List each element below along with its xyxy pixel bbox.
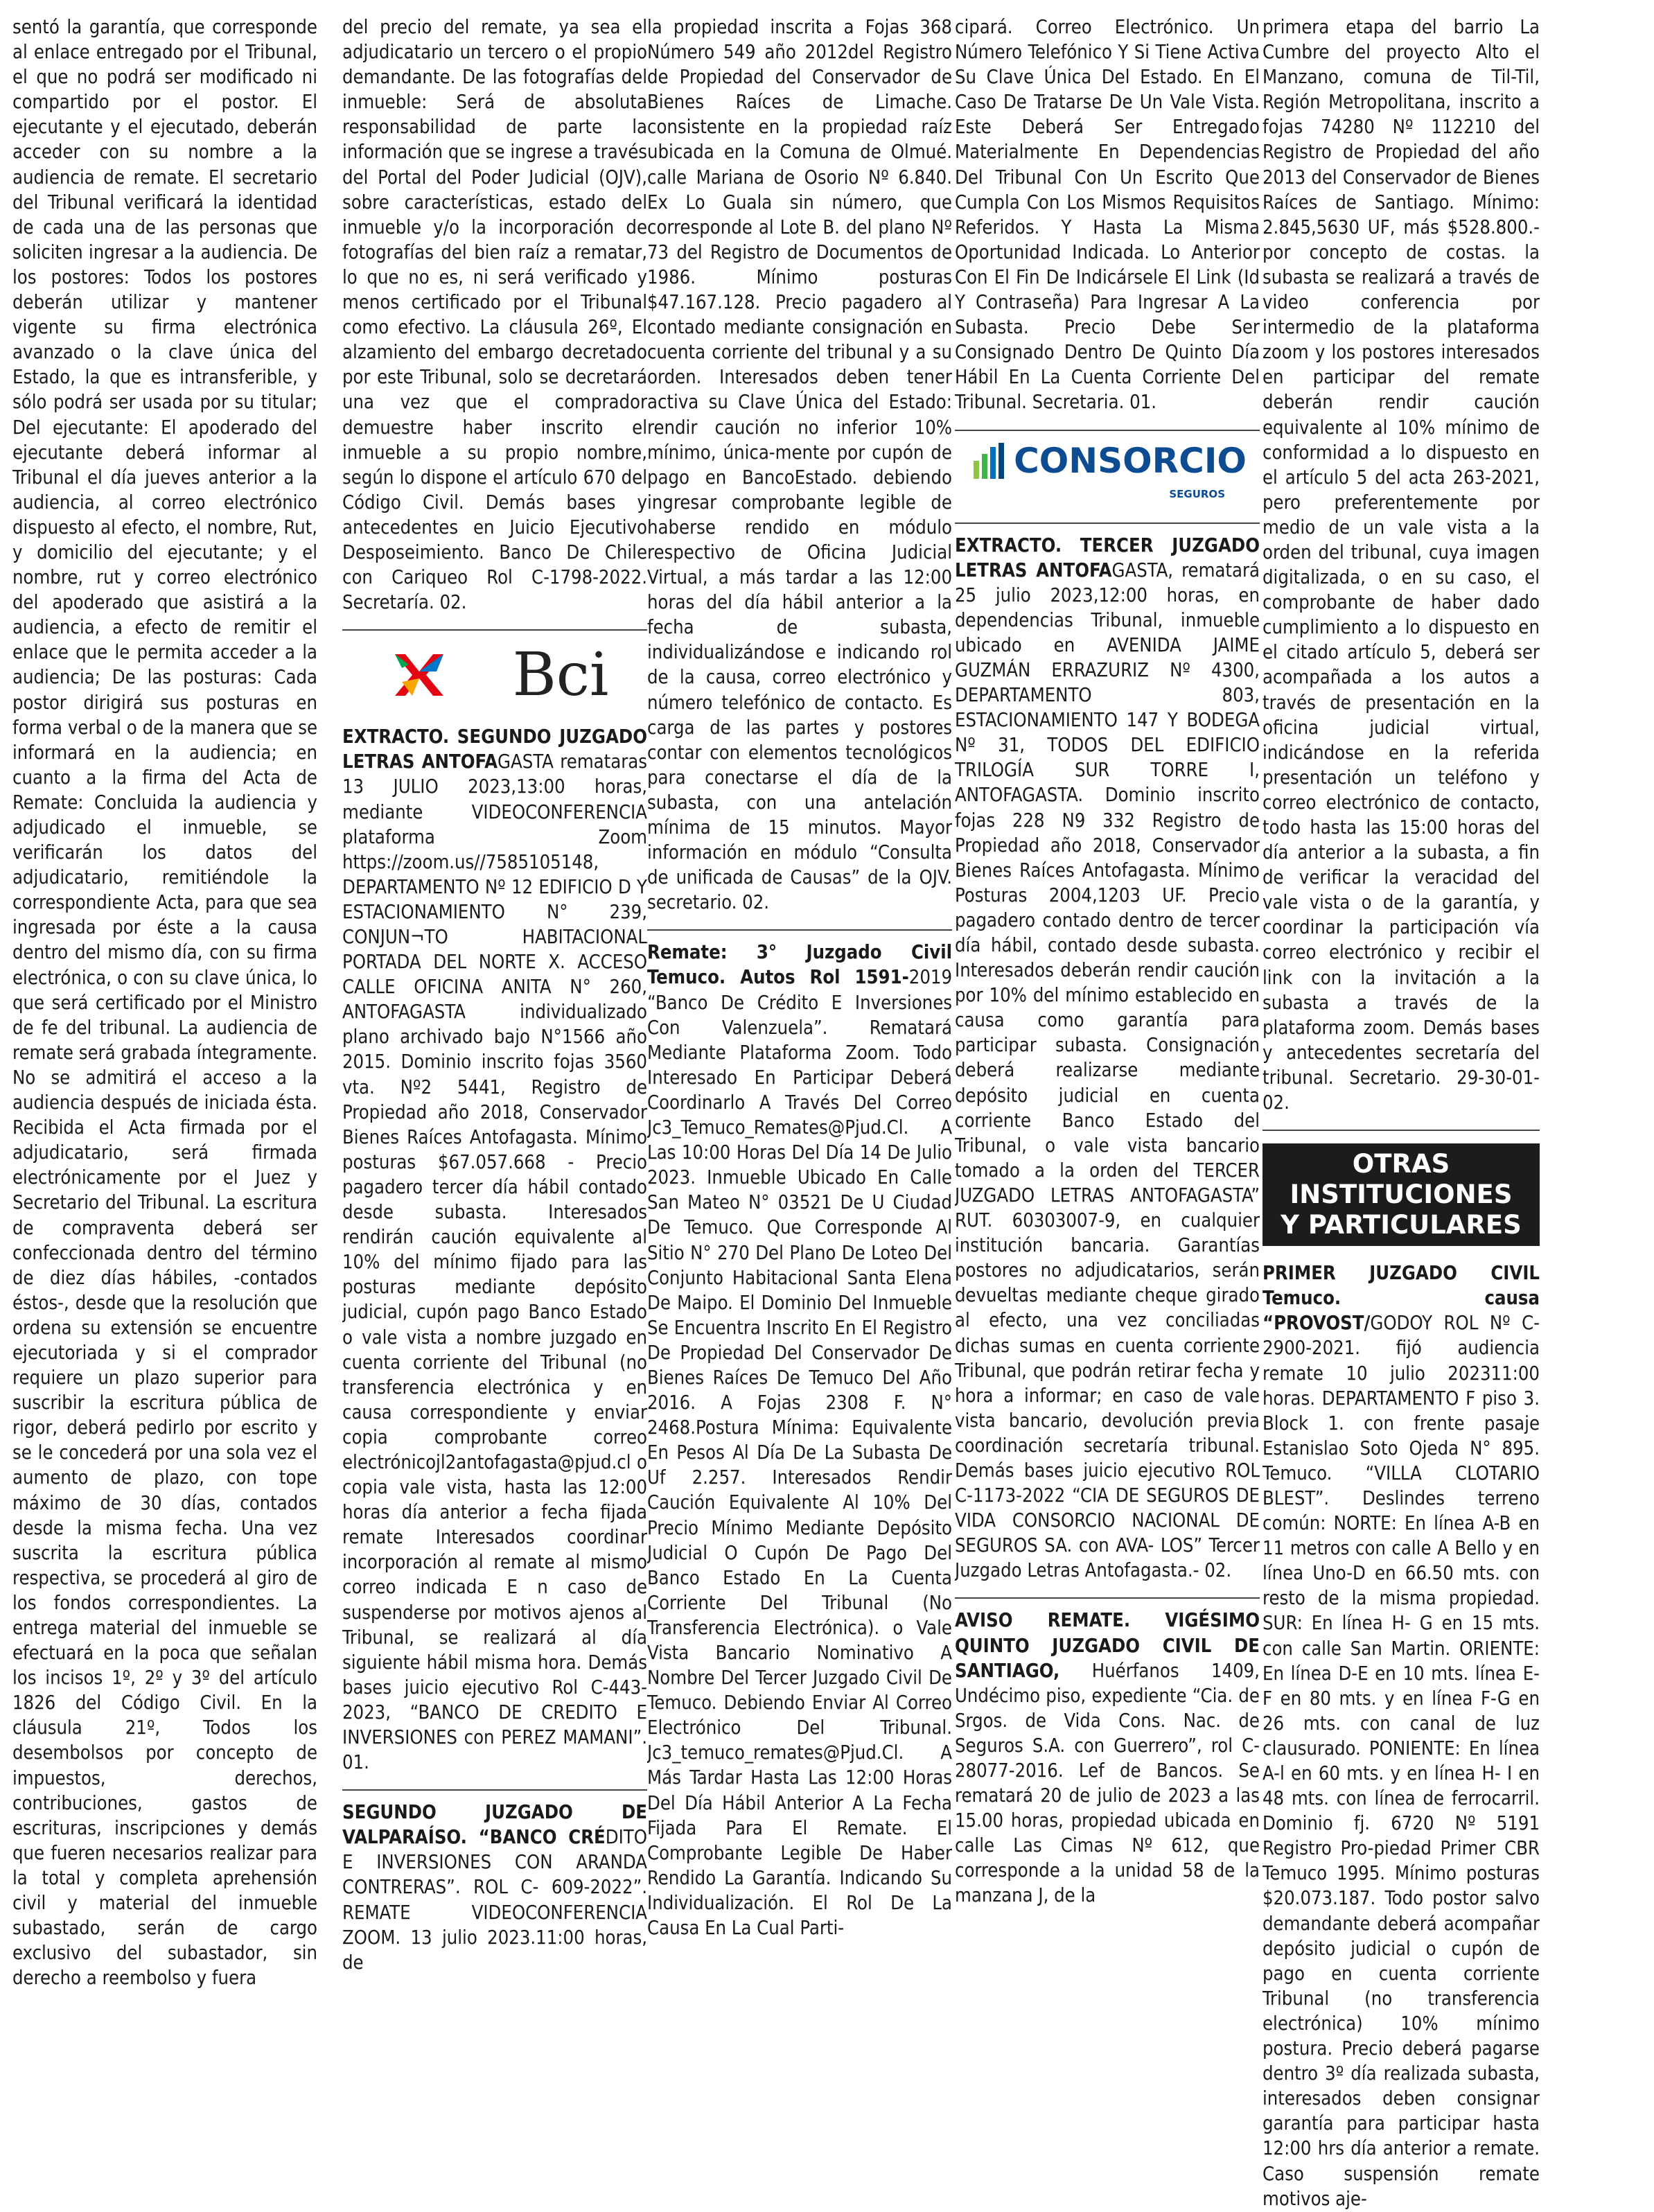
divider <box>1263 1130 1540 1131</box>
notice-body: GASTA, rematará 25 julio 2023,12:00 horas, en dependencias Tribunal, inmueble ubicado en AVENIDA JAIME GUZMÁN ERRAZURIZ Nº 4300, DEPARTAMENTO 803, ESTACIONAMIENTO 147 Y BODEGA Nº 31, TODOS DEL EDIFICIO TRILOGÍA SUR TORRE I, ANTOFAGASTA. Dominio inscrito fojas 228 N9 332 Registro de Propiedad año 2018, Conservador Bienes Raíces Antofagasta. Mínimo Posturas 2004,1203 UF. Precio pagadero contado dentro de tercer día hábil, contado desde subasta. Interesados deberán rendir caución por 10% del mínimo establecido en causa como garantía para participar subasta. Consignación deberá realizarse mediante depósito judicial en cuenta corriente Banco Estado del Tribunal, o vale vista bancario tomado a la orden del TERCER JUZGADO LETRAS ANTOFAGASTA” RUT. 60303007-9, en cualquier institución bancaria. Garantías postores no adjudicatarios, serán devueltas mediante cheque girado al efecto, una vez conciliadas dichas sumas en cuenta corriente Tribunal, que podrán retirar fecha y hora a informar; en caso de vale vista bancario, devolución previa coordinación secretaría tribunal. Demás bases juicio ejecutivo ROL C-1173-2022 “CIA DE SEGUROS DE VIDA CONSORCIO NACIONAL DE SEGUROS SA. con AVA- LOS” Tercer Juzgado Letras Antofagasta.- 02. <box>955 559 1260 1582</box>
section-banner <box>1263 1143 1540 1246</box>
consorcio-logo-icon <box>968 440 1010 482</box>
banner-line-1: OTRAS INSTITUCIONES <box>1290 1149 1513 1210</box>
notice-text <box>342 1800 647 1976</box>
notice-body: GASTA remataras 13 JULIO 2023,13:00 horas, mediante VIDEOCONFERENCIA plataforma Zoom https://zoom.us//7585105148, DEPARTAMENTO Nº 12 EDIFICIO D Y ESTACIONAMIENTO N° 239, CONJUN¬TO HABITACIONAL PORTADA DEL NORTE X. ACCESO CALLE OFICINA ANITA N° 260, ANTOFAGASTA individualizado plano archivado bajo N°1566 año 2015. Dominio inscrito fojas 3560 vta. Nº2 5441, Registro de Propiedad año 2018, Conservador Bienes Raíces Antofagasta. Mínimo posturas $67.057.668 - Precio pagadero tercer día hábil contado desde subasta. Interesados rendirán caución equivalente al 10% del mínimo fijado para las posturas mediante depósito judicial, cupón pago Banco Estado o vale vista a nombre juzgado en cuenta corriente del Tribunal (no transferencia electrónica y en causa correspondiente y enviar copia comprobante correo electrónicojl2antofagasta@pjud.cl o copia vale vista, hasta las 12:00 horas día anterior a fecha fijada remate Interesados coordinar incorporación al remate al mismo correo indicada E n caso de suspenderse por motivos ajenos al Tribunal, se realizará al día siguiente hábil misma hora. Demás bases juicio ejecutivo Rol C-443-2023, “BANCO DE CREDITO E INVERSIONES con PEREZ MAMANI”. 01. <box>342 751 647 1774</box>
notice-text: primera etapa del barrio La Cumbre del proyecto Alto el Manzano, comuna de Til-Til, Región Metropolitana, inscrito a fojas 74280 Nº 112210 del Registro de Propiedad del año 2013 del Conservador de Bienes Raíces de Santiago. Mínimo: 2.845,5630 UF, más $528.800.- por concepto de costas. la subasta se realizará a través de video conferencia por intermedio de la plataforma zoom y los postores interesados en participar del remate deberán rendir caución equivalente al 10% mínimo de conformidad a lo dispuesto en el artículo 5 del acta 263-2021, pero preferentemente por medio de un vale vista a la orden del tribunal, cuya imagen digitalizada, o en su caso, el comprobante de haber dado cumplimiento a lo dispuesto en el citado artículo 5, deberá ser acompañada a los autos a través de presentación en la oficina judicial virtual, indicándose en la referida presentación un teléfono y correo electrónico de contacto, todo hasta las 15:00 horas del día anterior a la subasta, a fin de verificar la veracidad del vale vista o de la garantía, y coordinar la participación vía correo electrónico y recibir el link con la invitación a la subasta a través de la plataforma zoom. Demás bases y antecedentes secretaría del tribunal. Secretario. 29-30-01-02. <box>1263 17 1540 1114</box>
notice-heading: SEGUNDO JUZGADO DE VALPARAÍSO. “BANCO CRÉ <box>342 1802 647 1849</box>
column-4 <box>955 15 1260 1909</box>
divider <box>647 929 952 931</box>
divider <box>342 1789 647 1791</box>
bci-logo-text: Bci <box>512 640 609 710</box>
column-3 <box>647 15 952 1941</box>
column-5 <box>1263 15 1540 2212</box>
consorcio-logo-text: CONSORCIO <box>1014 441 1247 482</box>
notice-body: 2019 “Banco De Crédito E Inversiones Con Valenzuela”. Rematará Mediante Plataforma Zoom. Todo Interesado En Participar Deberá Coordinarlo A Través Del Correo Jc3_Temuco_Remates@Pjud.Cl. A Las 10:00 Horas Del Día 14 De Julio 2023. Inmueble Ubicado En Calle San Mateo N° 03521 De U Ciudad De Temuco. Que Corresponde Al Sitio N° 270 Del Plano De Loteo Del Conjunto Habitacional Santa Elena De Maipo. El Dominio Del Inmueble Se Encuentra Inscrito En El Registro De Propiedad Del Conservador De Bienes Raíces De Temuco Del Año 2016. A Fojas 2308 F. N° 2468.Postura Mínima: Equivalente En Pesos Al Día De La Subasta De Uf 2.257. Interesados Rendir Caución Equivalente Al 10% Del Precio Mínimo Mediante Depósito Judicial O Cupón De Pago Del Banco Estado En La Cuenta Corriente Del Tribunal (No Transferencia Electrónica). o Vale Vista Bancario Nominativo A Nombre Del Tercer Juzgado Civil De Temuco. Debiendo Enviar Al Correo Electrónico Del Tribunal. Jc3_temuco_remates@Pjud.Cl. A Más Tardar Hasta Las 12:00 Horas Del Día Hábil Anterior A La Fecha Fijada Para El Remate. El Comprobante Legible De Haber Rendido La Garantía. Indicando Su Individualización. El Rol De La Causa En La Cual Parti- <box>647 967 952 1940</box>
divider <box>955 430 1260 431</box>
banner-line-2: Y PARTICULARES <box>1281 1210 1522 1240</box>
notice-text: del precio del remate, ya sea el adjudicatario un tercero o el propio demandante. De las fotografías del inmueble: Será de absoluta responsabilidad de parte la información que se ingrese a través del Portal del Poder Judicial (OJV), sobre características, estado del inmueble y/o la incorporación de fotografías del bien raíz a rematar, lo que no es, ni será verificado y menos certificado por el Tribunal como efectivo. La cláusula 26º, El alzamiento del embargo decretado por este Tribunal, solo se decretará una vez que el comprador demuestre haber inscrito el inmueble a su propio nombre, según lo dispone el artículo 670 del Código Civil. Demás bases y antecedentes en Juicio Ejecutivo Desposeimiento. Banco De Chile con Cariqueo Rol C-1798-2022. Secretaría. 02. <box>342 17 647 614</box>
notice-body: DITO E INVERSIONES CON ARANDA CONTRERAS”. ROL C- 609-2022”. REMATE VIDEOCONFERENCIA ZOOM. 13 julio 2023.11:00 horas, de <box>342 1827 647 1974</box>
notice-heading: EXTRACTO. SEGUNDO JUZGADO LETRAS ANTOFA <box>342 726 647 773</box>
column-1 <box>12 15 317 1991</box>
notice-text <box>647 940 952 1941</box>
notice-heading: PRIMER JUZGADO CIVIL Temuco. causa “PROVOST/ <box>1263 1263 1540 1335</box>
divider <box>955 1597 1260 1599</box>
notice-text <box>955 534 1260 1584</box>
notice-text: sentó la garantía, que corresponde al enlace entregado por el Tribunal, el que no podrá ser modificado ni compartido por el postor. El ejecutante y el ejecutado, deberán acceder con su nombre a la audiencia de remate. El secretario del Tribunal verificará la identidad de cada una de las personas que soliciten ingresar a la audiencia. De los postores: Todos los postores deberán utilizar y mantener vigente su firma electrónica avanzado o la clave única del Estado, la que es intransferible, y sólo podrá ser usada por su titular; Del ejecutante: El apoderado del ejecutante deberá informar al Tribunal el día jueves anterior a la audiencia, al correo electrónico dispuesto al efecto, el nombre, Rut, y domicilio del ejecutante; y el nombre, rut y correo electrónico del apoderado que asistirá a la audiencia, a efecto de remitir el enlace que le permita acceder a la audiencia; De las posturas: Cada postor dirigirá sus posturas en forma verbal o de la manera que se informará en la audiencia; en cuanto a la firma del Acta de Remate: Concluida la audiencia y adjudicado el inmueble, se verificarán los datos del adjudicatario, remitiéndole la correspondiente Acta, para que sea ingresada por éste a la causa dentro del mismo día, con su firma electrónica, o con su clave única, lo que será certificado por el Ministro de fe del tribunal. La audiencia de remate será grabada íntegramente. No se admitirá el acceso a la audiencia después de iniciada ésta. Recibida el Acta firmada por el adjudicatario, será firmada electrónicamente por el Juez y Secretario del Tribunal. La escritura de compraventa deberá ser confeccionada dentro del término de diez días hábiles, -contados éstos-, desde que la resolución que ordena su extensión se encuentre ejecutoriada y si el comprador requiere un plazo superior para suscribir la escritura pública de rigor, deberá pedirlo por escrito y se le concederá por una sola vez el aumento de plazo, con tope máximo de 30 días, contados desde la misma fecha. Una vez suscrita la escritura pública respectiva, se procederá al giro de los fondos correspondientes. La entrega material del inmueble se efectuará en la poca que señalan los incisos 1º, 2º y 3º del artículo 1826 del Código Civil. En la cláusula 21º, Todos los desembolsos por concepto de impuestos, derechos, contribuciones, gastos de escrituras, inscripciones y demás que fueren necesarios realizar para la total y completa aprehensión civil y material del inmueble subastado, serán de cargo exclusivo del subastador, sin derecho a reembolso y fuera <box>12 17 317 1990</box>
bci-logo <box>342 640 647 710</box>
notice-text <box>955 1608 1260 1908</box>
divider <box>342 629 647 631</box>
notice-body: Huérfanos 1409, Undécimo piso, expediente “Cia. de Srgos. de Vida Cons. Nac. de Seguros S.A. con Guerrero”, rol C-28077-2016. Lef de Bancos. Se rematará 20 de julio de 2023 a las 15.00 horas, propiedad ubicada en calle Las Cimas Nº 612, que corresponde a la unidad 58 de la manzana J, de la <box>955 1660 1260 1907</box>
consorcio-logo-subtext: SEGUROS <box>1169 488 1225 501</box>
notice-heading: EXTRACTO. TERCER JUZGADO LETRAS ANTOFA <box>955 534 1260 581</box>
notice-body: GODOY ROL Nº C-2900-2021. fijó audiencia remate 10 julio 202311:00 horas. DEPARTAMENTO F piso 3. Block 1. con frente pasaje Estanislao Soto Ojeda N° 895. Temuco. “VILLA CLOTARIO BLEST”. Deslindes terreno común: NORTE: En línea A-B en 11 metros con calle A Bello y en línea Uno-D en 66.50 mts. con resto de la misma propiedad. SUR: En línea H- G en 15 mts. con calle San Martin. ORIENTE: En línea D-E en 10 mts. línea E-F en 80 mts. y en línea F-G en 26 mts. con canal de luz clausurado. PONIENTE: En línea A-l en 60 mts. y en línea H- I en 48 mts. con línea de ferrocarril. Dominio fj. 6720 Nº 5191 Registro Pro-piedad Primer CBR Temuco 1995. Mínimo posturas $20.073.187. Todo postor salvo demandante deberá acompañar depósito judicial o cupón de pago en cuenta corriente Tribunal (no transferencia electrónica) 10% mínimo postura. Precio deberá pagarse dentro 3º día realizada subasta, interesados deben consignar garantía para participar hasta 12:00 hrs día anterior a remate. Caso suspensión remate motivos aje- <box>1263 1313 1540 2210</box>
notice-text: la propiedad inscrita a Fojas 368 Número 549 año 2012del Registro de Propiedad del Conservador de Bienes Raíces de Limache. consistente en la propiedad raíz ubicada en la Comuna de Olmué. calle Mariana de Osorio Nº 6.840. Ex Lo Guala sin número, que corresponde al Lote B. del plano Nº 73 del Registro de Documentos de 1986. Mínimo posturas $47.167.128. Precio pagadero al contado mediante consignación en cuenta corriente del tribunal y a su orden. Interesados deben tener activa su Clave Única del Estado: rendir caución no inferior 10% mínimo, única-mente por cupón de pago en BancoEstado. debiendo ingresar comprobante legible de haberse rendido en módulo respectivo de Oficina Judicial Virtual, a más tardar a las 12:00 horas del día hábil anterior a la fecha de subasta, individualizándose e indicando rol de la causa, correo electrónico y número telefónico de contacto. Es carga de las partes y postores contar con elementos tecnológicos para conectarse el día de la subasta, con una antelación mínima de 15 minutos. Mayor información en módulo “Consulta de unificada de Causas” de la OJV. secretario. 02. <box>647 17 952 914</box>
column-2 <box>342 15 647 1976</box>
notice-text <box>1263 1261 1540 2212</box>
notice-text <box>342 725 647 1775</box>
notice-heading: AVISO REMATE. VIGÉSIMO QUINTO JUZGADO CIVIL DE SANTIAGO, <box>955 1610 1260 1682</box>
consorcio-logo <box>955 441 1260 507</box>
divider <box>955 523 1260 524</box>
notice-text: cipará. Correo Electrónico. Un Número Telefónico Y Si Tiene Activa Su Clave Única Del Estado. En El Caso De Tratarse De Un Vale Vista. Este Deberá Ser Entregado Materialmente En Dependencias Del Tribunal Con Un Escrito Que Cumpla Con Los Mismos Requisitos Referidos. Y Hasta La Misma Oportunidad Indicada. Lo Anterior Con El Fin De Indicársele El Link (Id Y Contraseña) Para Ingresar A La Subasta. Precio Debe Ser Consignado Dentro De Quinto Día Hábil En La Cuenta Corriente Del Tribunal. Secretaria. 01. <box>955 17 1260 414</box>
notice-heading: Remate: 3° Juzgado Civil Temuco. Autos Rol 1591- <box>647 942 952 989</box>
